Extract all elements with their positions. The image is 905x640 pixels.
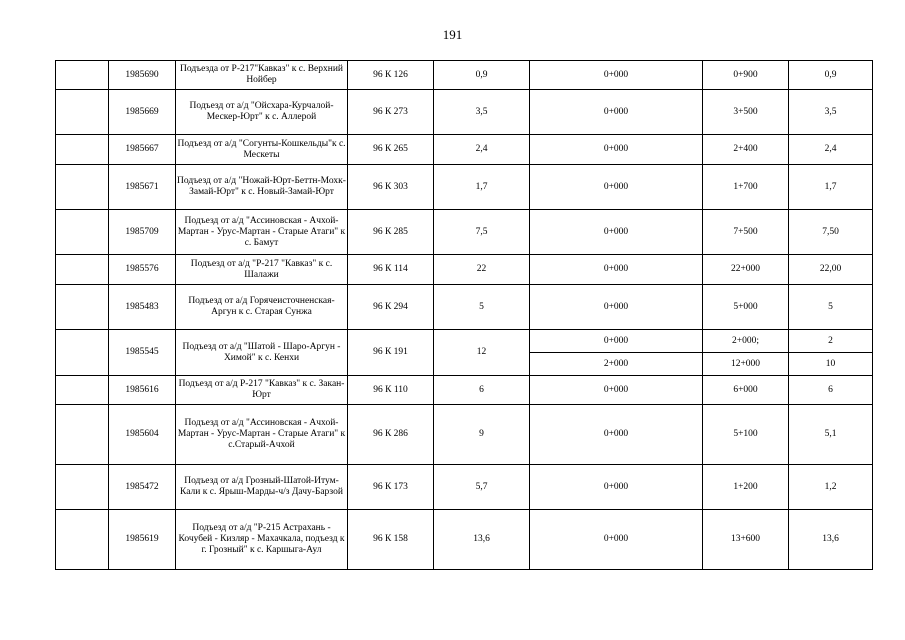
start-km-cell: 0+000 — [530, 90, 703, 135]
road-code-cell: 1985472 — [109, 465, 176, 510]
start-km-cell: 0+000 — [530, 376, 703, 405]
start-km-cell: 0+000 — [530, 405, 703, 465]
road-name-cell: Подъезд от а/д "Р-217 "Кавказ" к с. Шалажи — [176, 255, 348, 285]
empty-cell — [56, 135, 109, 165]
road-name-cell: Подъезд от а/д "Согунты-Кошкельды"к с. Мескеты — [176, 135, 348, 165]
empty-cell — [56, 285, 109, 330]
segment-length-cell: 6 — [789, 376, 873, 405]
empty-cell — [56, 465, 109, 510]
road-name-cell: Подъезд от а/д "Ассиновская - Ачхой-Мартан - Урус-Мартан - Старые Атаги" к с.Старый-Ачхой — [176, 405, 348, 465]
table-row — [56, 255, 873, 285]
empty-cell — [56, 165, 109, 210]
road-code-cell: 1985616 — [109, 376, 176, 405]
reg-number-cell: 96 К 273 — [348, 90, 434, 135]
empty-cell — [56, 210, 109, 255]
segment-length-cell: 5 — [789, 285, 873, 330]
start-km-cell: 0+000 — [530, 210, 703, 255]
table-row — [56, 465, 873, 510]
start-km-cell: 0+000 — [530, 255, 703, 285]
end-km-cell: 0+900 — [703, 61, 789, 90]
length-cell: 22 — [434, 255, 530, 285]
road-code-cell: 1985483 — [109, 285, 176, 330]
reg-number-cell: 96 К 294 — [348, 285, 434, 330]
table-row — [56, 61, 873, 90]
reg-number-cell: 96 К 173 — [348, 465, 434, 510]
road-code-cell: 1985576 — [109, 255, 176, 285]
segment-length-cell: 1,2 — [789, 465, 873, 510]
table-row — [56, 405, 873, 465]
start-km-cell: 2+000 — [530, 353, 703, 376]
segment-length-cell: 2,4 — [789, 135, 873, 165]
table-row — [56, 135, 873, 165]
segment-length-cell: 13,6 — [789, 510, 873, 570]
table-body — [56, 61, 873, 570]
empty-cell — [56, 376, 109, 405]
table-row — [56, 376, 873, 405]
empty-cell — [56, 510, 109, 570]
road-name-cell: Подъезд от а/д "Шатой - Шаро-Аргун - Химой" к с. Кенхи — [176, 330, 348, 376]
reg-number-cell: 96 К 114 — [348, 255, 434, 285]
end-km-cell: 2+400 — [703, 135, 789, 165]
start-km-cell: 0+000 — [530, 465, 703, 510]
length-cell: 0,9 — [434, 61, 530, 90]
road-code-cell: 1985671 — [109, 165, 176, 210]
table-row — [56, 510, 873, 570]
end-km-cell: 5+000 — [703, 285, 789, 330]
segment-length-cell: 0,9 — [789, 61, 873, 90]
reg-number-cell: 96 К 303 — [348, 165, 434, 210]
start-km-cell: 0+000 — [530, 61, 703, 90]
end-km-cell: 3+500 — [703, 90, 789, 135]
reg-number-cell: 96 К 126 — [348, 61, 434, 90]
road-name-cell: Подъезда от Р-217"Кавказ" к с. Верхний Нойбер — [176, 61, 348, 90]
start-km-cell: 0+000 — [530, 330, 703, 353]
table-row — [56, 285, 873, 330]
end-km-cell: 22+000 — [703, 255, 789, 285]
end-km-cell: 7+500 — [703, 210, 789, 255]
road-name-cell: Подъезд от а/д "Ножай-Юрт-Беттн-Мохк-Замай-Юрт" к с. Новый-Замай-Юрт — [176, 165, 348, 210]
road-name-cell: Подъезд от а/д Грозный-Шатой-Итум-Кали к с. Ярыш-Марды-ч/з Дачу-Барзой — [176, 465, 348, 510]
end-km-cell: 1+200 — [703, 465, 789, 510]
start-km-cell: 0+000 — [530, 285, 703, 330]
road-name-cell: Подъезд от а/д "Ойсхара-Курчалой-Мескер-Юрт" к с. Аллерой — [176, 90, 348, 135]
reg-number-cell: 96 К 110 — [348, 376, 434, 405]
segment-length-cell: 22,00 — [789, 255, 873, 285]
table-row — [56, 90, 873, 135]
start-km-cell: 0+000 — [530, 165, 703, 210]
table-row — [56, 330, 873, 353]
start-km-cell: 0+000 — [530, 135, 703, 165]
segment-length-cell: 5,1 — [789, 405, 873, 465]
reg-number-cell: 96 К 286 — [348, 405, 434, 465]
page-number: 191 — [442, 27, 463, 42]
road-name-cell: Подъезд от а/д "Ассиновская - Ачхой-Мартан - Урус-Мартан - Старые Атаги" к с. Бамут — [176, 210, 348, 255]
road-name-cell: Подъезд от а/д Горячеисточненская-Аргун к с. Старая Сунжа — [176, 285, 348, 330]
length-cell: 1,7 — [434, 165, 530, 210]
start-km-cell: 0+000 — [530, 510, 703, 570]
length-cell: 7,5 — [434, 210, 530, 255]
road-code-cell: 1985619 — [109, 510, 176, 570]
segment-length-cell: 10 — [789, 353, 873, 376]
end-km-cell: 1+700 — [703, 165, 789, 210]
table-row — [56, 210, 873, 255]
empty-cell — [56, 405, 109, 465]
road-name-cell: Подъезд от а/д Р-217 "Кавказ" к с. Закан-Юрт — [176, 376, 348, 405]
road-code-cell: 1985545 — [109, 330, 176, 376]
length-cell: 9 — [434, 405, 530, 465]
road-code-cell: 1985709 — [109, 210, 176, 255]
length-cell: 2,4 — [434, 135, 530, 165]
segment-length-cell: 1,7 — [789, 165, 873, 210]
length-cell: 5 — [434, 285, 530, 330]
end-km-cell: 5+100 — [703, 405, 789, 465]
length-cell: 5,7 — [434, 465, 530, 510]
end-km-cell: 6+000 — [703, 376, 789, 405]
road-code-cell: 1985604 — [109, 405, 176, 465]
road-code-cell: 1985690 — [109, 61, 176, 90]
roads-table — [55, 60, 873, 570]
end-km-cell: 12+000 — [703, 353, 789, 376]
road-code-cell: 1985669 — [109, 90, 176, 135]
length-cell: 6 — [434, 376, 530, 405]
reg-number-cell: 96 К 191 — [348, 330, 434, 376]
reg-number-cell: 96 К 265 — [348, 135, 434, 165]
empty-cell — [56, 61, 109, 90]
end-km-cell: 13+600 — [703, 510, 789, 570]
length-cell: 12 — [434, 330, 530, 376]
reg-number-cell: 96 К 285 — [348, 210, 434, 255]
end-km-cell: 2+000; — [703, 330, 789, 353]
road-code-cell: 1985667 — [109, 135, 176, 165]
empty-cell — [56, 90, 109, 135]
length-cell: 13,6 — [434, 510, 530, 570]
segment-length-cell: 3,5 — [789, 90, 873, 135]
reg-number-cell: 96 К 158 — [348, 510, 434, 570]
segment-length-cell: 7,50 — [789, 210, 873, 255]
table-row — [56, 165, 873, 210]
segment-length-cell: 2 — [789, 330, 873, 353]
road-name-cell: Подъезд от а/д "Р-215 Астрахань - Кочубей - Кизляр - Махачкала, подъезд к г. Грозный" к с. Каршыга-Аул — [176, 510, 348, 570]
empty-cell — [56, 255, 109, 285]
empty-cell — [56, 330, 109, 376]
length-cell: 3,5 — [434, 90, 530, 135]
